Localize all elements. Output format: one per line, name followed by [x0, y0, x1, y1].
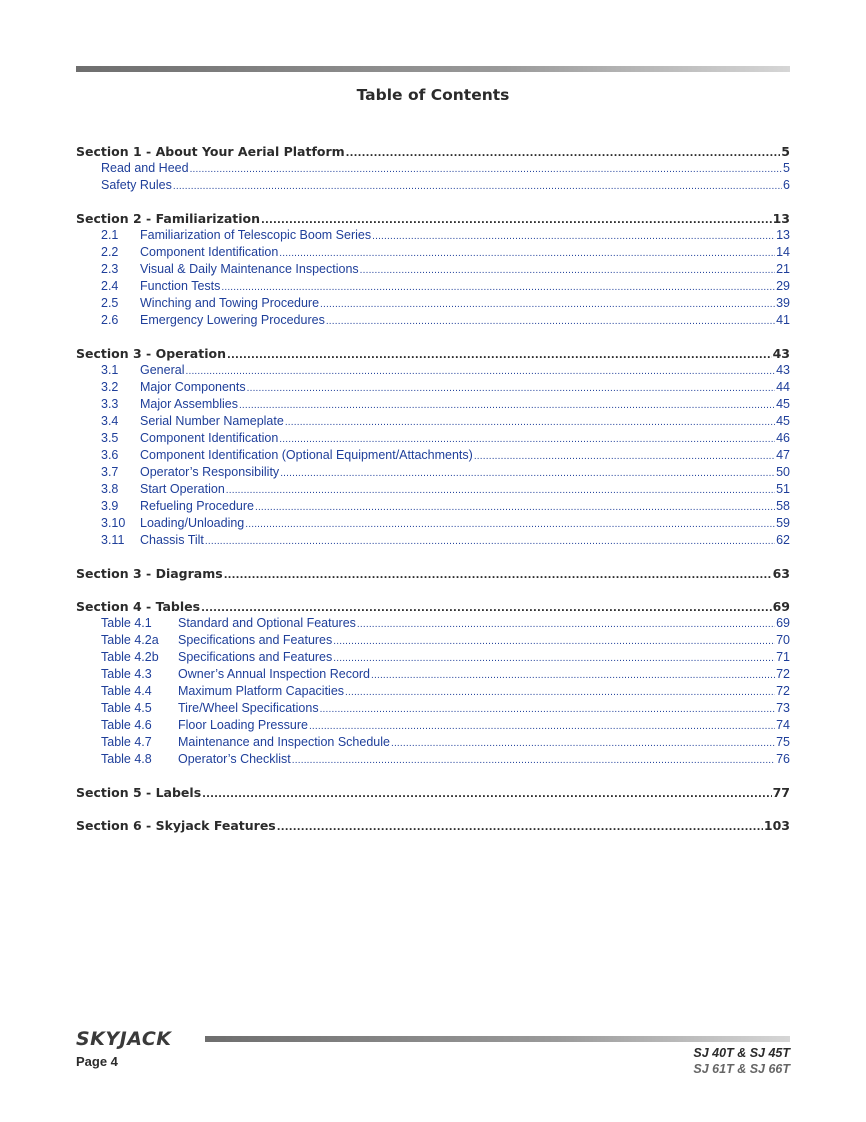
entry-title: Maximum Platform Capacities	[178, 684, 345, 698]
section-page: 103	[763, 818, 790, 833]
dot-leader	[279, 431, 775, 448]
entry-title: Major Assemblies	[140, 397, 238, 411]
entry-page: 71	[776, 650, 790, 664]
dot-leader	[205, 533, 775, 550]
entry-title: Chassis Tilt	[140, 533, 204, 547]
toc-section-heading[interactable]	[76, 565, 790, 582]
section-title: Section 5 - Labels	[76, 785, 202, 800]
entry-number: 3.5	[101, 431, 119, 445]
toc-entry-link[interactable]	[76, 413, 790, 430]
entry-page: 72	[776, 667, 790, 681]
toc-entry-link[interactable]	[76, 278, 790, 295]
entry-number: 3.4	[101, 414, 119, 428]
section-page: 13	[772, 211, 790, 226]
dot-leader	[333, 633, 775, 650]
entry-title: Specifications and Features	[178, 650, 333, 664]
toc-section-heading[interactable]	[76, 143, 790, 160]
dot-leader	[202, 786, 771, 803]
toc-section	[76, 143, 790, 194]
dot-leader	[247, 380, 775, 397]
entry-title: Major Components	[140, 380, 246, 394]
section-title: Section 3 - Operation	[76, 346, 226, 361]
entry-page: 72	[776, 684, 790, 698]
entry-title: Read and Heed	[101, 161, 189, 175]
toc-section	[76, 345, 790, 549]
entry-title: Emergency Lowering Procedures	[140, 313, 325, 327]
entry-number: 3.1	[101, 363, 119, 377]
dot-leader	[239, 397, 775, 414]
entry-title: Specifications and Features	[178, 633, 333, 647]
toc-entry-link[interactable]	[76, 295, 790, 312]
dot-leader	[285, 414, 775, 431]
entry-number: Table 4.3	[101, 667, 152, 681]
toc-entry-link[interactable]	[76, 464, 790, 481]
entry-number: Table 4.4	[101, 684, 152, 698]
entry-page: 5	[783, 161, 790, 175]
entry-number: 2.6	[101, 313, 119, 327]
dot-leader	[360, 262, 775, 279]
entry-number: Table 4.2a	[101, 633, 159, 647]
entry-title: Safety Rules	[101, 178, 172, 192]
toc-entry-link[interactable]	[76, 700, 790, 717]
dot-leader	[226, 482, 775, 499]
toc-entry-link[interactable]	[76, 379, 790, 396]
entry-page: 51	[776, 482, 790, 496]
entry-page: 21	[776, 262, 790, 276]
dot-leader	[224, 567, 772, 584]
entry-number: Table 4.5	[101, 701, 152, 715]
toc-entry-link[interactable]	[76, 362, 790, 379]
dot-leader	[255, 499, 775, 516]
page-title: Table of Contents	[356, 86, 510, 104]
entry-title: Floor Loading Pressure	[178, 718, 308, 732]
entry-number: 2.4	[101, 279, 119, 293]
footer-rule	[205, 1036, 790, 1042]
entry-number: 2.2	[101, 245, 119, 259]
dot-leader	[173, 178, 782, 195]
dot-leader	[345, 684, 775, 701]
entry-title: Operator’s Responsibility	[140, 465, 280, 479]
entry-number: 3.10	[101, 516, 126, 530]
dot-leader	[346, 145, 781, 162]
toc-entry-link[interactable]	[76, 430, 790, 447]
section-page: 43	[772, 346, 790, 361]
entry-page: 14	[776, 245, 790, 259]
entry-page: 44	[776, 380, 790, 394]
dot-leader	[371, 667, 775, 684]
entry-title: Function Tests	[140, 279, 221, 293]
toc-section-heading[interactable]	[76, 345, 790, 362]
entry-page: 75	[776, 735, 790, 749]
entry-page: 43	[776, 363, 790, 377]
dot-leader	[185, 363, 775, 380]
dot-leader	[221, 279, 775, 296]
entry-title: Maintenance and Inspection Schedule	[178, 735, 390, 749]
entry-number: 2.5	[101, 296, 119, 310]
dot-leader	[280, 465, 775, 482]
entry-title: General	[140, 363, 185, 377]
toc-entry-link[interactable]	[76, 160, 790, 177]
entry-page: 58	[776, 499, 790, 513]
toc-entry-link[interactable]	[76, 312, 790, 329]
toc-entry-link[interactable]	[76, 717, 790, 734]
entry-page: 39	[776, 296, 790, 310]
entry-page: 70	[776, 633, 790, 647]
dot-leader	[391, 735, 775, 752]
toc-entry-link[interactable]	[76, 261, 790, 278]
toc-section	[76, 565, 790, 582]
toc-entry-link[interactable]	[76, 615, 790, 632]
skyjack-logo: SKYJACK	[76, 1028, 172, 1050]
dot-leader	[292, 752, 775, 769]
entry-number: Table 4.7	[101, 735, 152, 749]
entry-title: Operator’s Checklist	[178, 752, 291, 766]
entry-number: Table 4.6	[101, 718, 152, 732]
toc-entry-link[interactable]	[76, 649, 790, 666]
dot-leader	[309, 718, 775, 735]
toc-section	[76, 817, 790, 834]
section-title: Section 2 - Familiarization	[76, 211, 261, 226]
dot-leader	[326, 313, 775, 330]
toc-entry-link[interactable]	[76, 683, 790, 700]
entry-page: 47	[776, 448, 790, 462]
entry-page: 62	[776, 533, 790, 547]
entry-title: Loading/Unloading	[140, 516, 245, 530]
dot-leader	[320, 701, 776, 718]
toc-entry-link[interactable]	[76, 515, 790, 532]
section-page: 63	[772, 566, 790, 581]
toc-section	[76, 598, 790, 768]
toc-entry-link[interactable]	[76, 751, 790, 768]
dot-leader	[333, 650, 775, 667]
page-number: Page 4	[76, 1054, 118, 1069]
dot-leader	[277, 819, 763, 836]
entry-page: 41	[776, 313, 790, 327]
entry-page: 74	[776, 718, 790, 732]
toc-entry-link[interactable]	[76, 177, 790, 194]
section-title: Section 6 - Skyjack Features	[76, 818, 276, 833]
entry-number: Table 4.8	[101, 752, 152, 766]
entry-page: 29	[776, 279, 790, 293]
entry-number: Table 4.1	[101, 616, 152, 630]
entry-title: Component Identification (Optional Equipment/Attachments)	[140, 448, 473, 462]
dot-leader	[320, 296, 775, 313]
toc-section-heading[interactable]	[76, 784, 790, 801]
toc-entry-link[interactable]	[76, 244, 790, 261]
entry-title: Serial Number Nameplate	[140, 414, 284, 428]
entry-number: 2.1	[101, 228, 119, 242]
toc-entry-link[interactable]	[76, 227, 790, 244]
entry-page: 69	[776, 616, 790, 630]
dot-leader	[227, 347, 772, 364]
section-title: Section 3 - Diagrams	[76, 566, 223, 581]
dot-leader	[190, 161, 782, 178]
toc-section-heading[interactable]	[76, 210, 790, 227]
toc-section-heading[interactable]	[76, 817, 790, 834]
section-page: 5	[781, 144, 790, 159]
entry-title: Component Identification	[140, 431, 279, 445]
entry-title: Owner’s Annual Inspection Record	[178, 667, 371, 681]
section-title: Section 4 - Tables	[76, 599, 201, 614]
toc-section	[76, 210, 790, 329]
entry-title: Winching and Towing Procedure	[140, 296, 320, 310]
entry-number: 3.8	[101, 482, 119, 496]
toc-entry-link[interactable]	[76, 396, 790, 413]
entry-page: 73	[776, 701, 790, 715]
entry-page: 76	[776, 752, 790, 766]
header-rule	[76, 66, 790, 72]
model-line-2: SJ 61T & SJ 66T	[693, 1062, 790, 1076]
dot-leader	[279, 245, 775, 262]
entry-number: 2.3	[101, 262, 119, 276]
entry-number: 3.9	[101, 499, 119, 513]
toc-section	[76, 784, 790, 801]
entry-title: Familiarization of Telescopic Boom Series	[140, 228, 372, 242]
model-line-1: SJ 40T & SJ 45T	[693, 1046, 790, 1060]
entry-page: 45	[776, 397, 790, 411]
section-page: 69	[772, 599, 790, 614]
entry-page: 59	[776, 516, 790, 530]
toc-entry-link[interactable]	[76, 532, 790, 549]
dot-leader	[372, 228, 775, 245]
entry-page: 6	[783, 178, 790, 192]
section-page: 77	[772, 785, 790, 800]
entry-page: 45	[776, 414, 790, 428]
entry-title: Visual & Daily Maintenance Inspections	[140, 262, 359, 276]
entry-title: Tire/Wheel Specifications	[178, 701, 319, 715]
entry-number: Table 4.2b	[101, 650, 159, 664]
dot-leader	[357, 616, 775, 633]
entry-page: 13	[776, 228, 790, 242]
dot-leader	[245, 516, 775, 533]
entry-title: Start Operation	[140, 482, 225, 496]
table-of-contents	[76, 143, 790, 850]
entry-number: 3.2	[101, 380, 119, 394]
entry-page: 50	[776, 465, 790, 479]
entry-number: 3.6	[101, 448, 119, 462]
entry-number: 3.7	[101, 465, 119, 479]
toc-entry-link[interactable]	[76, 666, 790, 683]
entry-title: Standard and Optional Features	[178, 616, 356, 630]
entry-number: 3.3	[101, 397, 119, 411]
entry-number: 3.11	[101, 533, 125, 547]
entry-page: 46	[776, 431, 790, 445]
toc-entry-link[interactable]	[76, 498, 790, 515]
entry-title: Component Identification	[140, 245, 279, 259]
entry-title: Refueling Procedure	[140, 499, 254, 513]
section-title: Section 1 - About Your Aerial Platform	[76, 144, 345, 159]
toc-entry-link[interactable]	[76, 447, 790, 464]
toc-entry-link[interactable]	[76, 481, 790, 498]
toc-section-heading[interactable]	[76, 598, 790, 615]
toc-entry-link[interactable]	[76, 632, 790, 649]
dot-leader	[474, 448, 775, 465]
toc-entry-link[interactable]	[76, 734, 790, 751]
